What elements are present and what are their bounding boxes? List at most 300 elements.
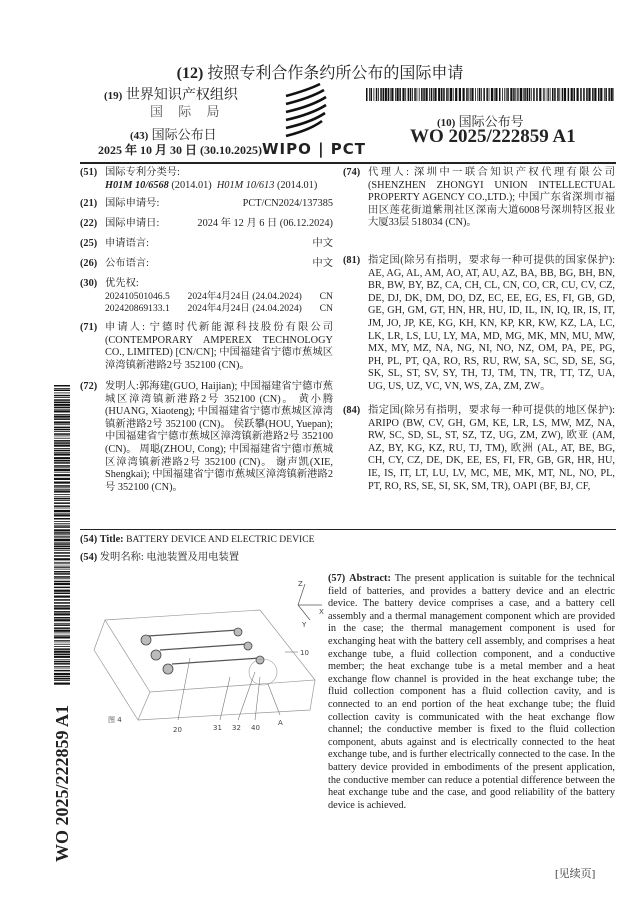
barcode-bar <box>475 88 476 101</box>
barcode-bar <box>54 680 70 681</box>
field-number: (51) <box>80 167 98 178</box>
barcode-bar <box>520 88 522 101</box>
barcode-bar <box>507 88 509 101</box>
barcode-bar <box>54 573 70 575</box>
barcode-bar <box>54 633 70 634</box>
axis-label-z: Z <box>298 580 303 588</box>
barcode-bar <box>463 88 465 101</box>
barcode-bar <box>54 555 70 557</box>
pubdate-label-text: 国际公布日 <box>151 127 217 142</box>
barcode-bar <box>417 88 418 101</box>
field-84 <box>343 405 615 493</box>
barcode-bar <box>608 88 610 101</box>
field-21 <box>80 198 333 211</box>
application-date: 2024 年 12 月 6 日 (06.12.2024) <box>197 218 333 229</box>
barcode-bar <box>54 567 70 568</box>
barcode-bar <box>517 88 518 101</box>
axis-label-x: X <box>319 608 324 616</box>
barcode-bar <box>54 534 70 535</box>
title-cn <box>80 552 239 565</box>
barcode-bar <box>54 536 70 537</box>
barcode-bar <box>54 485 70 487</box>
barcode-bar <box>54 487 70 488</box>
barcode-bar <box>441 88 443 101</box>
barcode-bar <box>486 88 488 101</box>
barcode-bar <box>611 88 613 101</box>
abstract-label: Abstract: <box>349 573 391 584</box>
barcode-bar <box>419 88 420 101</box>
barcode-bar <box>54 563 70 564</box>
barcode-bar <box>54 539 70 541</box>
field-number: (71) <box>80 322 98 333</box>
barcode-bar <box>562 88 564 101</box>
barcode-bar <box>391 88 393 101</box>
barcode-bar <box>438 88 440 101</box>
barcode-bar <box>552 88 554 101</box>
barcode-bar <box>54 407 70 409</box>
barcode-bar <box>54 569 70 570</box>
publication-language: 中文 <box>312 258 333 269</box>
ref-label-31: 31 <box>213 724 222 732</box>
barcode-bar <box>54 460 70 462</box>
barcode-bar <box>54 548 70 550</box>
barcode-bar <box>54 571 70 573</box>
barcode-bar <box>494 88 495 101</box>
barcode-bar <box>54 510 70 512</box>
barcode-bar <box>433 88 434 101</box>
barcode-bar <box>54 644 70 645</box>
barcode-bar <box>515 88 516 101</box>
field-25 <box>80 238 333 251</box>
barcode-bar <box>54 513 70 514</box>
barcode-bar <box>54 596 70 598</box>
priority-country: CN <box>319 303 333 315</box>
barcode-bar <box>395 88 396 101</box>
barcode-bar <box>376 88 378 101</box>
barcode-bar <box>423 88 425 101</box>
barcode-bar <box>54 576 70 578</box>
barcode-bar <box>378 88 379 101</box>
barcode-bar <box>443 88 445 101</box>
field-71 <box>80 322 333 372</box>
barcode-top <box>366 88 614 101</box>
barcode-bar <box>54 562 70 563</box>
barcode-bar <box>518 88 519 101</box>
barcode-bar <box>54 552 70 554</box>
barcode-bar <box>54 496 70 497</box>
barcode-bar <box>54 474 70 476</box>
field-label: 国际申请号: <box>105 198 160 209</box>
barcode-bar <box>54 429 70 431</box>
barcode-bar <box>54 410 70 412</box>
barcode-bar <box>54 599 70 601</box>
field-number: (81) <box>343 255 361 266</box>
field-number: (21) <box>80 198 98 209</box>
barcode-bar <box>604 88 605 101</box>
barcode-bar <box>483 88 485 101</box>
barcode-bar <box>54 450 70 452</box>
barcode-bar <box>405 88 406 101</box>
barcode-bar <box>54 445 70 447</box>
barcode-bar <box>54 416 70 418</box>
barcode-bar <box>450 88 452 101</box>
bureau: 国 际 局 <box>150 104 226 119</box>
barcode-bar <box>547 88 548 101</box>
barcode-bar <box>54 640 70 641</box>
barcode-bar <box>527 88 529 101</box>
org-name: 世界知识产权组织 <box>125 88 238 103</box>
barcode-bar <box>54 627 70 629</box>
field-number: (54) <box>80 552 98 563</box>
continued-on-next-page: [见续页] <box>555 868 596 880</box>
barcode-bar <box>54 673 70 675</box>
barcode-bar <box>54 526 70 528</box>
barcode-bar <box>479 88 481 101</box>
field-number: (25) <box>80 238 98 249</box>
barcode-bar <box>548 88 549 101</box>
barcode-bar <box>54 521 70 522</box>
barcode-bar <box>499 88 501 101</box>
barcode-bar <box>54 543 70 545</box>
barcode-bar <box>397 88 399 101</box>
barcode-bar <box>54 490 70 492</box>
barcode-bar <box>54 427 70 429</box>
barcode-bar <box>434 88 436 101</box>
field-30 <box>80 278 333 316</box>
barcode-bar <box>506 88 507 101</box>
barcode-bar <box>54 436 70 437</box>
barcode-bar <box>54 683 70 685</box>
designated-regions: 指定国(除另有指明，要求每一种可提供的地区保护): ARIPO (BW, CV, GH, GM, KE, LR, LS, MW, MZ, NA, RW, SC, SD, SL, ST, SZ, TZ, UG, ZM, ZW), 欧亚 (AM, AZ, BY, KG, KZ, RU, TJ, TM), 欧洲 (AL, AT, BE, BG, CH, CY, CZ, DE, DK, EE, ES, FI, FR, GB, GR, HR, HU, IE, IS, IT, LT, LU, LV, MC, ME, MK, MT, NL, NO, PL, PT, RO, RS, SE, SI, SK, SM, TR), OAPI (BF, BJ, CF, <box>368 405 615 492</box>
ipc-version: (2014.01) <box>276 179 318 191</box>
barcode-bar <box>54 469 70 471</box>
ipc-code: H01M 10/6568 <box>105 179 169 191</box>
barcode-bar <box>54 482 70 484</box>
barcode-bar <box>489 88 490 101</box>
barcode-bar <box>54 452 70 453</box>
barcode-bar <box>539 88 541 101</box>
field-74 <box>343 167 615 230</box>
pubdate: 2025 年 10 月 30 日 (30.10.2025) <box>98 143 262 157</box>
barcode-bar <box>470 88 471 101</box>
agent: 代理人: 深圳中一联合知识产权代理有限公司 (SHENZHEN ZHONGYI UNION INTELLECTUAL PROPERTY AGENCY CO.,LTD.); 中国广东省深圳市福田区莲花街道紫荆社区深南大道6008号深圳特区报业大厦33层 518034 (CN)。 <box>368 167 615 229</box>
barcode-bar <box>559 88 560 101</box>
field-number: (72) <box>80 381 98 392</box>
barcode-bar <box>54 648 70 650</box>
barcode-bar <box>54 623 70 624</box>
priority-number: 202410501046.5 <box>105 290 170 302</box>
barcode-bar <box>54 635 70 636</box>
barcode-bar <box>54 624 70 626</box>
barcode-bar <box>54 440 70 442</box>
barcode-bar <box>614 88 615 101</box>
ipc-version: (2014.01) <box>171 179 212 191</box>
barcode-bar <box>544 88 545 101</box>
figure-caption: 图 4 <box>108 716 122 724</box>
field-label: 申请语言: <box>105 238 150 249</box>
ref-label-10: 10 <box>300 649 309 657</box>
barcode-bar <box>369 88 370 101</box>
barcode-bar <box>513 88 515 101</box>
barcode-bar <box>600 88 602 101</box>
barcode-bar <box>54 663 70 665</box>
barcode-bar <box>388 88 390 101</box>
field-number: (57) <box>328 573 346 584</box>
barcode-bar <box>54 678 70 680</box>
applicant: 申请人: 宁德时代新能源科技股份有限公司 (CONTEMPORARY AMPEREX TECHNOLOGY CO., LIMITED) [CN/CN]; 中国福建省宁德市蕉城区漳湾镇新港路2号 352100 (CN)。 <box>105 322 333 371</box>
barcode-bar <box>536 88 538 101</box>
priority-date: 2024年4月24日 (24.04.2024) <box>187 303 302 315</box>
barcode-bar <box>477 88 478 101</box>
field-51 <box>80 167 333 192</box>
barcode-bar <box>54 546 70 548</box>
barcode-bar <box>554 88 556 101</box>
barcode-bar <box>491 88 493 101</box>
designated-states: 指定国(除另有指明，要求每一种可提供的国家保护): AE, AG, AL, AM, AO, AT, AU, AZ, BA, BB, BG, BH, BN, BR, BW, BY, BZ, CA, CH, CL, CN, CO, CR, CU, CV, CZ, DE, DJ, DK, DM, DO, DZ, EC, EE, EG, ES, FI, GB, GD, GE, GH, GM, GT, HN, HR, HU, ID, IL, IN, IQ, IR, IS, IT, JM, JO, JP, KE, KG, KH, KN, KP, KR, KW, KZ, LA, LC, LK, LR, LS, LU, LY, MA, MD, MG, MK, MN, MU, MW, MX, MY, MZ, NA, NG, NI, NO, NZ, OM, PA, PE, PG, PH, PL, PT, QA, RO, RS, RU, RW, SA, SC, SD, SE, SG, SK, SL, ST, SV, SY, TH, TJ, TM, TN, TR, TT, TZ, UA, UG, US, UZ, VC, VN, WS, ZA, ZM, ZW。 <box>368 255 615 392</box>
barcode-bar <box>54 611 70 613</box>
barcode-bar <box>568 88 570 101</box>
priority-row <box>80 291 333 304</box>
barcode-bar <box>543 88 544 101</box>
barcode-bar <box>390 88 391 101</box>
title-text: 按照专利合作条约所公布的国际申请 <box>207 65 464 82</box>
barcode-bar <box>54 498 70 500</box>
barcode-bar <box>426 88 428 101</box>
barcode-bar <box>54 431 70 432</box>
barcode-bar <box>54 518 70 520</box>
field-number: (22) <box>80 218 98 229</box>
barcode-bar <box>54 402 70 404</box>
ipc-code: H01M 10/613 <box>216 179 275 191</box>
barcode-bar <box>54 462 70 464</box>
barcode-bar <box>466 88 468 101</box>
barcode-bar <box>54 472 70 473</box>
barcode-bar <box>54 654 70 656</box>
barcode-bar <box>54 404 70 406</box>
barcode-bar <box>586 88 588 101</box>
barcode-bar <box>414 88 416 101</box>
barcode-bar <box>54 467 70 468</box>
title-number: (12) <box>176 65 204 82</box>
filing-language: 中文 <box>312 238 333 249</box>
field-label: 国际专利分类号: <box>105 167 180 178</box>
field-22 <box>80 218 333 231</box>
barcode-bar <box>54 566 70 567</box>
barcode-bar <box>523 88 524 101</box>
barcode-bar <box>533 88 535 101</box>
field-81 <box>343 255 615 394</box>
ref-label-20: 20 <box>173 726 182 734</box>
barcode-bar <box>366 88 368 101</box>
barcode-bar <box>54 617 70 619</box>
field-number: (84) <box>343 405 361 416</box>
barcode-bar <box>557 88 559 101</box>
barcode-bar <box>54 395 70 397</box>
barcode-bar <box>592 88 594 101</box>
barcode-bar <box>412 88 413 101</box>
barcode-bar <box>54 489 70 490</box>
title-label: 发明名称: <box>99 552 144 563</box>
barcode-bar <box>54 666 70 667</box>
ref-label-40: 40 <box>251 724 260 732</box>
barcode-bar <box>54 578 70 579</box>
barcode-bar <box>564 88 566 101</box>
field-label: 优先权: <box>105 278 139 289</box>
heat-exchange-tubes <box>148 630 260 664</box>
barcode-bar <box>402 88 404 101</box>
barcode-bar <box>54 448 70 449</box>
barcode-bar <box>54 646 70 647</box>
barcode-bar <box>524 88 526 101</box>
battery-case-drawing <box>94 610 315 720</box>
barcode-bar <box>550 88 551 101</box>
field-number: (26) <box>80 258 98 269</box>
barcode-bar <box>54 542 70 543</box>
barcode-bar <box>54 619 70 621</box>
barcode-bar <box>54 590 70 592</box>
barcode-bar <box>54 409 70 410</box>
barcode-bar <box>54 605 70 607</box>
barcode-bar <box>54 390 70 392</box>
priority-country: CN <box>319 290 333 302</box>
barcode-bar <box>459 88 461 101</box>
section-rule <box>80 529 616 530</box>
barcode-bar <box>54 442 70 444</box>
barcode-bar <box>54 583 70 585</box>
barcode-bar <box>54 642 70 643</box>
inventors: 发明人:郭海建(GUO, Haijian); 中国福建省宁德市蕉城区漳湾镇新港路2号 352100 (CN)。 黄小腾(HUANG, Xiaoteng); 中国福建省宁德市蕉城区漳湾镇新港路2号 352100 (CN)。 侯跃攀(HOU, Yuepan); 中国福建省宁德市蕉城区漳湾镇新港路2号 352100 (CN)。 周聪(ZHOU, Cong); 中国福建省宁德市蕉城区漳湾镇新港路2号 352100 (CN)。 谢声凯(XIE, Shengkai); 中国福建省宁德市蕉城区漳湾镇新港路2号 352100 (CN)。 <box>105 381 333 493</box>
priority-number: 202420869133.1 <box>105 303 170 315</box>
barcode-bar <box>54 661 70 663</box>
field-label: 公布语言: <box>105 258 150 269</box>
barcode-bar <box>54 651 70 653</box>
barcode-bar <box>54 424 70 425</box>
pubno-label-text: 国际公布号 <box>458 114 524 129</box>
barcode-bar <box>408 88 410 101</box>
ref-label-32: 32 <box>232 724 241 732</box>
barcode-bar <box>371 88 373 101</box>
barcode-bar <box>54 537 70 538</box>
barcode-bar <box>54 532 70 534</box>
barcode-bar <box>431 88 433 101</box>
field-number: (74) <box>343 167 361 178</box>
priority-date: 2024年4月24日 (24.04.2024) <box>187 290 302 302</box>
barcode-bar <box>54 668 70 669</box>
barcode-bar <box>594 88 596 101</box>
barcode-bar <box>574 88 576 101</box>
abstract <box>328 573 615 812</box>
barcode-bar <box>54 478 70 480</box>
barcode-bar <box>54 465 70 467</box>
barcode-bar <box>54 397 70 398</box>
barcode-bar <box>605 88 607 101</box>
barcode-bar <box>471 88 473 101</box>
barcode-bar <box>54 636 70 638</box>
barcode-bar <box>531 88 532 101</box>
patent-figure <box>80 572 325 747</box>
field-72 <box>80 381 333 494</box>
barcode-bar <box>54 433 70 435</box>
barcode-bar <box>529 88 531 101</box>
field-26 <box>80 258 333 271</box>
barcode-bar <box>54 399 70 401</box>
barcode-bar <box>583 88 585 101</box>
barcode-bar <box>410 88 412 101</box>
barcode-bar <box>54 388 70 389</box>
barcode-bar <box>495 88 497 101</box>
side-publication-number: WO 2025/222859 A1 <box>52 704 72 862</box>
barcode-bar <box>54 587 70 589</box>
barcode-bar <box>453 88 454 101</box>
barcode-bar <box>54 438 70 439</box>
ref-label-a: A <box>278 719 283 727</box>
barcode-bar <box>374 88 375 101</box>
barcode-bar <box>54 525 70 526</box>
barcode-bar <box>54 659 70 660</box>
barcode-bar <box>54 656 70 658</box>
barcode-bar <box>510 88 512 101</box>
barcode-bar <box>481 88 482 101</box>
pubdate-number: (43) <box>130 130 149 142</box>
priority-row <box>80 303 333 316</box>
barcode-bar <box>54 505 70 507</box>
barcode-bar <box>54 602 70 604</box>
field-number: (30) <box>80 278 98 289</box>
barcode-bar <box>54 453 70 455</box>
barcode-bar <box>54 421 70 423</box>
title-label: Title: <box>99 534 124 545</box>
barcode-bar <box>54 670 70 672</box>
barcode-bar <box>54 676 70 678</box>
barcode-bar <box>54 613 70 615</box>
barcode-bar <box>468 88 469 101</box>
barcode-bar <box>502 88 503 101</box>
barcode-bar <box>446 88 448 101</box>
barcode-bar <box>54 500 70 501</box>
barcode-bar <box>421 88 423 101</box>
application-number: PCT/CN2024/137385 <box>242 198 333 209</box>
pubno-number: (10) <box>437 117 456 129</box>
barcode-bar <box>54 414 70 415</box>
barcode-bar <box>399 88 401 101</box>
field-number: (54) <box>80 534 98 545</box>
barcode-bar <box>429 88 430 101</box>
title-english: BATTERY DEVICE AND ELECTRIC DEVICE <box>126 534 315 545</box>
wipo-pct-logo: WIPO | PCT <box>262 140 367 158</box>
barcode-bar <box>54 393 70 394</box>
barcode-bar <box>54 508 70 509</box>
barcode-bar <box>54 523 70 524</box>
header-rule <box>80 162 616 164</box>
org-number: (19) <box>104 90 123 102</box>
barcode-bar <box>385 88 387 101</box>
barcode-bar <box>54 581 70 583</box>
barcode-bar <box>383 88 385 101</box>
barcode-bar <box>54 558 70 560</box>
abstract-text: The present application is suitable for the technical field of batteries, and provides a battery device and an electric device. The battery device comprises a case, and a battery cell assembly and a thermal management component which are provided in the case; the thermal management component is used for exchanging heat with the battery cell assembly, and comprises a heat exchange tube, a fluid collection component, and a conductive member; the heat exchange tube is a metal member and a heat exchange flow channel is provided in the heat exchange tube; the fluid collection component has a fluid collection cavity, and is connected to an end portion of the heat exchange tube; the fluid collection cavity is communicated with the heat exchange flow channel; the conductive member is fixed to the fluid collection component, abuts against and is electrically connected to the heat exchange tube, and is further electrically connected to the case. In the battery device provided in embodiments of the present application, the conductive member can reduce a potential difference between the heat exchange tube and the case, and good reliability of the battery device is achieved. <box>328 573 616 811</box>
barcode-bar <box>380 88 382 101</box>
barcode-bar <box>588 88 590 101</box>
barcode-bar <box>54 630 70 632</box>
barcode-bar <box>54 385 70 387</box>
title-en <box>80 534 314 547</box>
barcode-side <box>54 385 70 685</box>
barcode-bar <box>54 607 70 609</box>
barcode-bar <box>598 88 600 101</box>
barcode-bar <box>54 593 70 595</box>
axis-label-y: Y <box>302 621 307 629</box>
publication-number: WO 2025/222859 A1 <box>410 126 576 147</box>
